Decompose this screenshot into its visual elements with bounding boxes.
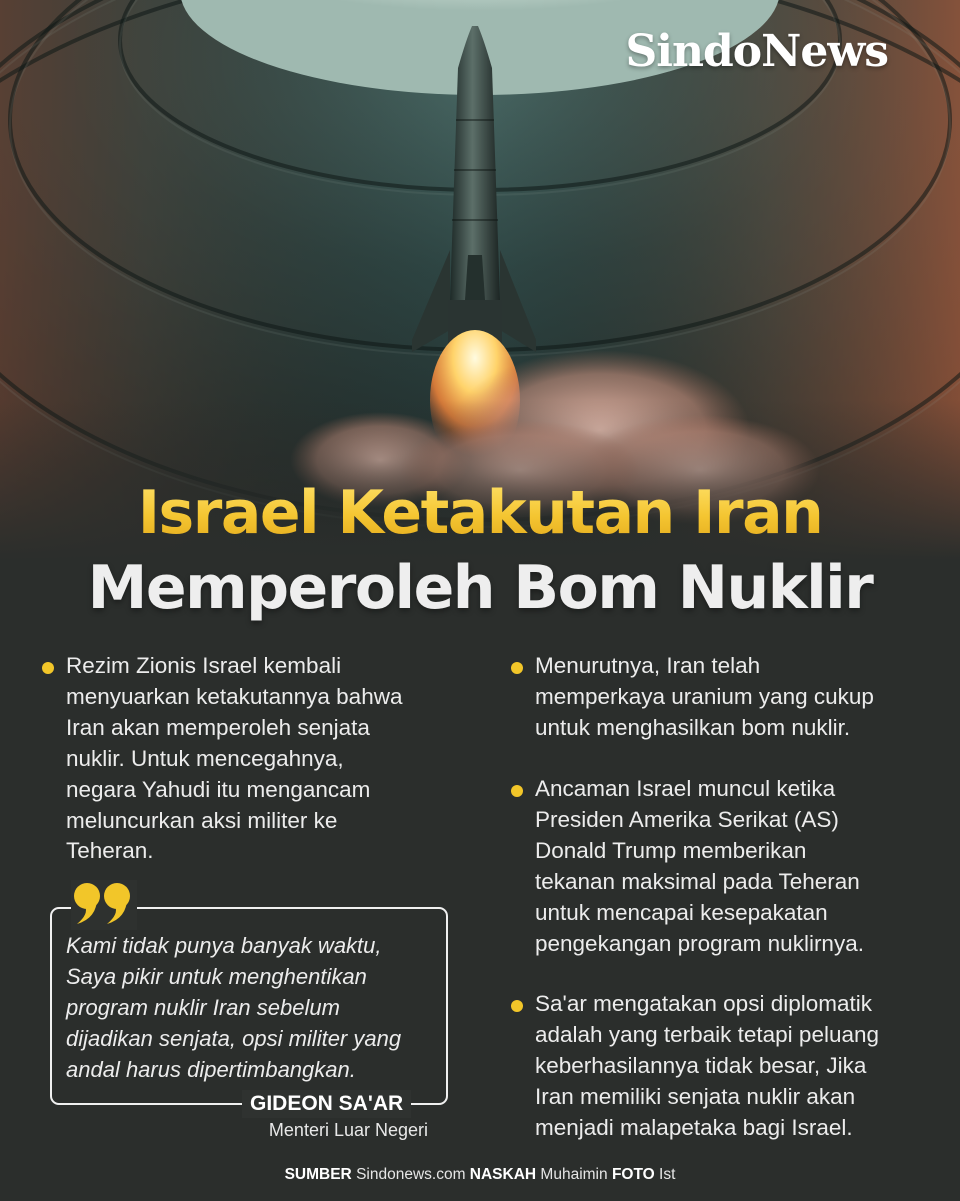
- writer-value: Muhaimin: [540, 1166, 608, 1183]
- quote-text: Kami tidak punya banyak waktu, Saya pikir untuk menghentikan program nuklir Iran sebelum dijadikan senjata, opsi militer yang andal harus dipertimbangkan.: [66, 933, 402, 1082]
- brand-logo: SindoNews: [625, 26, 888, 77]
- source-value: Sindonews.com: [356, 1166, 466, 1183]
- photo-value: Ist: [659, 1166, 676, 1183]
- credits-footer: [0, 1166, 960, 1184]
- right-bullet-1: [509, 651, 960, 744]
- source-label: SUMBER: [284, 1166, 352, 1183]
- quote-author-name: GIDEON SA'AR: [242, 1090, 411, 1118]
- headline-line-1: Israel Ketakutan Iran: [0, 478, 960, 548]
- hero-image: [0, 0, 960, 560]
- headline-line-2: Memperoleh Bom Nuklir: [87, 553, 873, 623]
- bullet-dot-icon: [511, 662, 523, 674]
- bullet-dot-icon: [42, 662, 54, 674]
- bullet-dot-icon: [511, 1000, 523, 1012]
- right-bullet-3: [509, 989, 960, 1144]
- bullet-text: Sa'ar mengatakan opsi diplomatik adalah yang terbaik tetapi peluang keberhasilannya tidak besar, Jika Iran memiliki senjata nuklir akan menjadi malapetaka bagi Israel.: [535, 991, 880, 1140]
- right-bullet-2: [509, 774, 960, 959]
- left-bullet: [40, 651, 486, 867]
- photo-label: FOTO: [611, 1166, 655, 1183]
- writer-label: NASKAH: [469, 1166, 537, 1183]
- quote-author-role: Menteri Luar Negeri: [268, 1120, 428, 1140]
- bullet-text: Ancaman Israel muncul ketika Presiden Amerika Serikat (AS) Donald Trump memberikan tekanan maksimal pada Teheran untuk mencapai kesepakatan pengekangan program nuklirnya.: [535, 776, 864, 956]
- bullet-text: Rezim Zionis Israel kembali menyuarkan ketakutannya bahwa Iran akan memperoleh senjata nuklir. Untuk mencegahnya, negara Yahudi itu mengancam meluncurkan aksi militer ke Teheran.: [66, 653, 403, 864]
- bullet-text: Menurutnya, Iran telah memperkaya uranium yang cukup untuk menghasilkan bom nuklir.: [535, 653, 874, 740]
- quote-icon: [71, 880, 137, 930]
- bullet-dot-icon: [511, 785, 523, 797]
